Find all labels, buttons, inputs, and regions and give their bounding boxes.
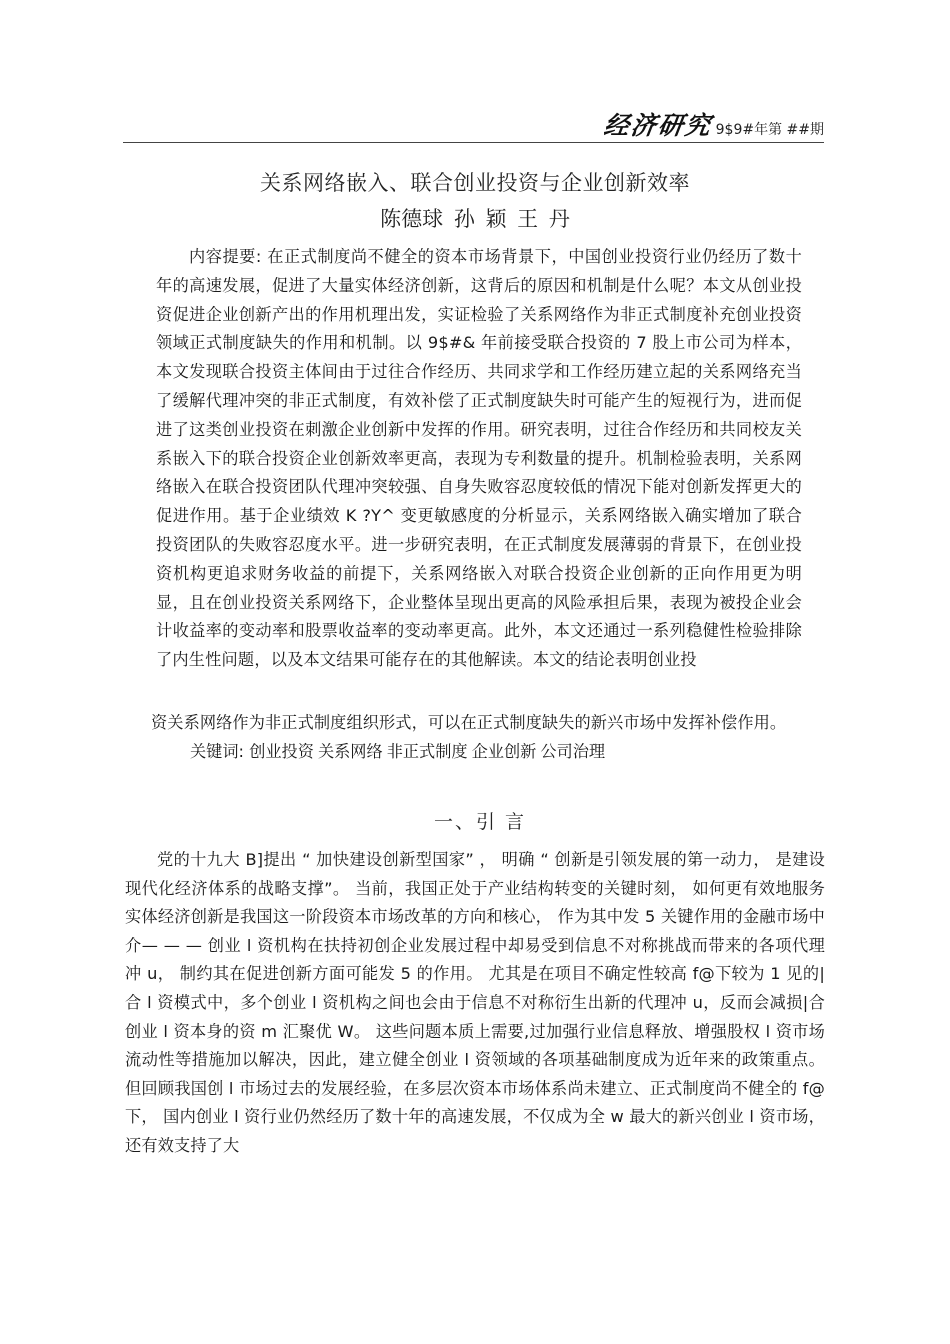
abstract-tail: 资关系网络作为非正式制度组织形式，可以在正式制度缺失的新兴市场中发挥补偿作用。 [151, 713, 787, 732]
keyword: 关系网络 [317, 742, 383, 761]
journal-masthead [601, 111, 824, 140]
journal-logo: 经济研究 [601, 111, 714, 140]
abstract [156, 243, 802, 675]
body-paragraph: 党的十九大 B]提出 “ 加快建设创新型国家” ， 明确 “ 创新是引领发展的第一动力， 是建设现代化经济体系的战略支撑”。 当前，我国正处于产业结构转变的关键时刻， 如何更有效地服务实体经济创新是我国这一阶段资本市场改革的方向和核心， 作为其中发 5 关键作用的金融市场中介— — — 创业 l 资机构在扶持初创企业发展过程中却易受到信息不对称挑战而带来的各项代理冲 u， 制约其在促进创新方面可能发 5 的作用。 尤其是在项目不确定性较高 f@下较为 1 见的|合 l 资模式中，多个创业 l 资机构之间也会由于信息不对称衍生出新的代理冲 u，反而会减损|合创业 l 资本身的资 m 汇聚优 W。 这些问题本质上需要,过加强行业信息释放、增强股权 l 资市场流动性等措施加以解决，因此，建立健全创业 l 资领域的各项基础制度成为近年来的政策重点。 但回顾我国创 l 市场过去的发展经验，在多层次资本市场体系尚未建立、正式制度尚不健全的 f@下， 国内创业 l 资行业仍然经历了数十年的高速发展，不仅成为全 w 最大的新兴创业 l 资市场，还有效支持了大 [125, 850, 825, 1155]
article-title: 关系网络嵌入、联合创业投资与企业创新效率 [260, 171, 690, 195]
keyword: 企业创新 [471, 742, 537, 761]
issue-number: 9$9#年第 ##期 [715, 122, 824, 138]
abstract-label: 内容提要: [189, 247, 262, 266]
abstract-text: 在正式制度尚不健全的资本市场背景下，中国创业投资行业仍经历了数十年的高速发展，促进了大量实体经济创新，这背后的原因和机制是什么呢？本文从创业投资促进企业创新产出的作用机理出发，实证检验了关系网络作为非正式制度补充创业投资领域正式制度缺失的作用和机制。以 9$#& 年前接受联合投资的 7 股上市公司为样本，本文发现联合投资主体间由于过往合作经历、共同求学和工作经历建立起的关系网络充当了缓解代理冲突的非正式制度，有效补偿了正式制度缺失时可能产生的短视行为，进而促进了这类创业投资在刺激企业创新中发挥的作用。研究表明，过往合作经历和共同校友关系嵌入下的联合投资企业创新效率更高，表现为专利数量的提升。机制检验表明，关系网络嵌入在联合投资团队代理冲突较强、自身失败容忍度较低的情况下能对创新发挥更大的促进作用。基于企业绩效 K ?Y^ 变更敏感度的分析显示，关系网络嵌入确实增加了联合投资团队的失败容忍度水平。进一步研究表明，在正式制度发展薄弱的背景下，在创业投资机构更追求财务收益的前提下，关系网络嵌入对联合投资企业创新的正向作用更为明显，且在创业投资关系网络下，企业整体呈现出更高的风险承担后果，表现为被投企业会计收益率的变动率和股票收益率的变动率更高。此外，本文还通过一系列稳健性检验排除了内生性问题，以及本文结果可能存在的其他解读。本文的结论表明创业投 [156, 247, 802, 670]
keyword: 创业投资 [249, 742, 314, 761]
keywords [190, 738, 609, 767]
keyword: 非正式制度 [386, 742, 468, 761]
keywords-label: 关键词: [190, 742, 245, 761]
keyword: 公司治理 [540, 742, 606, 761]
running-header [123, 108, 824, 143]
article-authors: 陈德球 孙 颖 王 丹 [380, 207, 570, 231]
section-heading: 一、引 言 [433, 811, 527, 833]
